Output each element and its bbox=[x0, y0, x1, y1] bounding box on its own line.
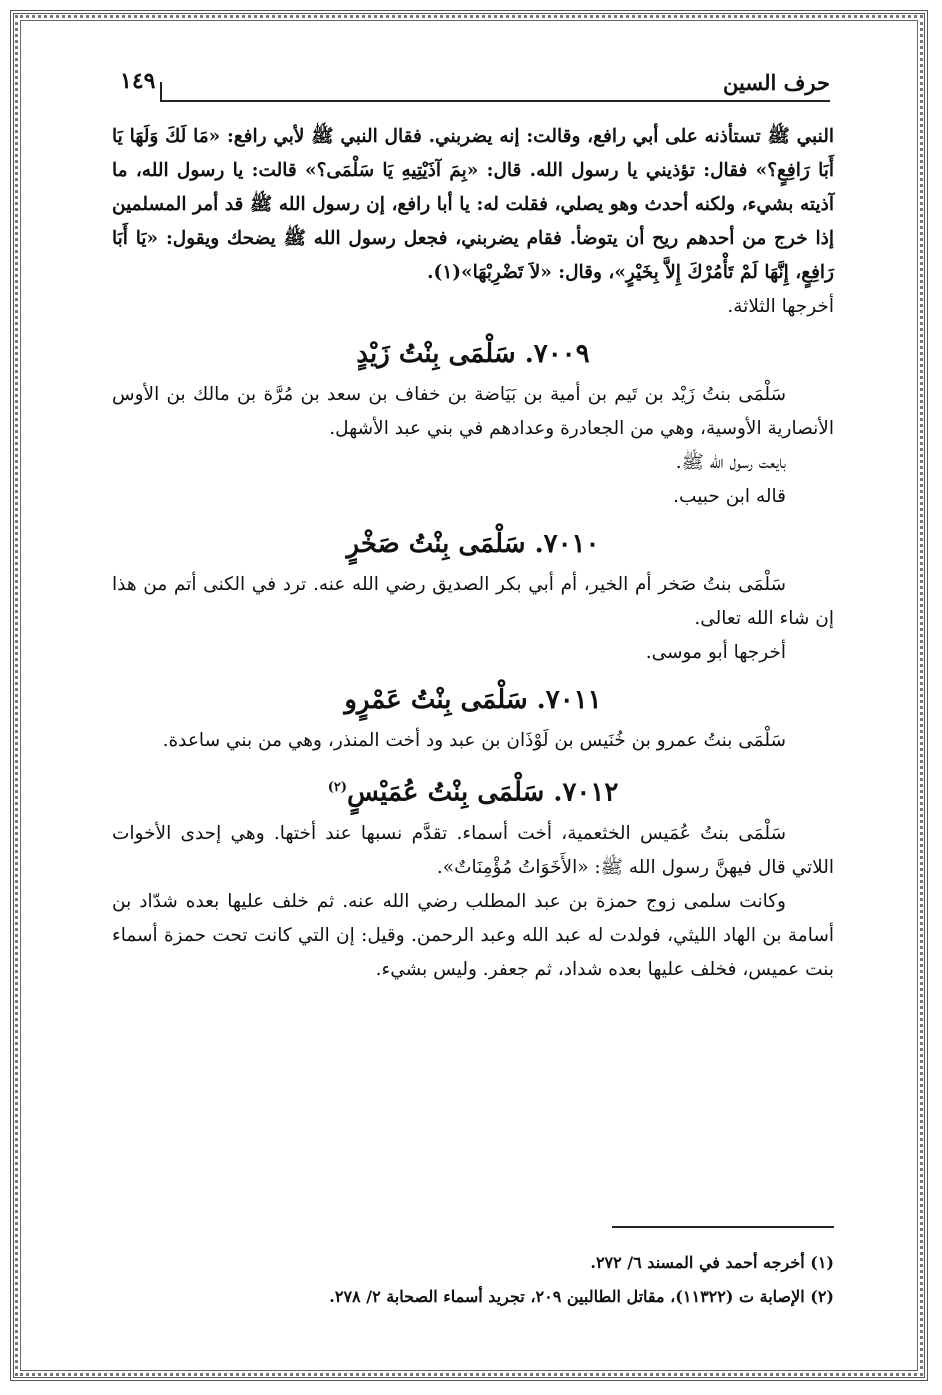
header-rule-tick bbox=[160, 82, 162, 102]
entry-7009 bbox=[112, 334, 834, 514]
main-text bbox=[112, 120, 834, 987]
page-header bbox=[120, 62, 830, 102]
entry-7010 bbox=[112, 524, 834, 670]
footnote-1: (١) أخرجه أحمد في المسند ٦/ ٢٧٢. bbox=[590, 1253, 834, 1272]
page-number: ١٤٩ bbox=[120, 68, 156, 94]
entry-heading bbox=[112, 334, 834, 374]
entry-paragraph: سَلْمَى بنتُ صَخر أم الخير، أم أبي بكر الصديق رضي الله عنه. ترد في الكنى أتم من هذا إن شاء الله تعالى. bbox=[112, 574, 834, 629]
entry-paragraph: سَلْمَى بنتُ زَيْد بن تَيم بن أمية بن بَيَاضة بن خفاف بن سعد بن مُرَّة بن مالك بن الأوس الأنصارية الأوسية، وهي من الجعادرة وعدادهم في بني عبد الأشهل. bbox=[112, 384, 834, 439]
entry-heading-text: ٧٠١٠. سَلْمَى بِنْتُ صَخْرٍ bbox=[346, 529, 600, 559]
entry-7011 bbox=[112, 680, 834, 758]
entry-paragraph: بايعت رسول الله ﷺ. bbox=[675, 452, 786, 473]
entry-paragraph: أخرجها أبو موسى. bbox=[645, 642, 786, 663]
entry-heading bbox=[112, 524, 834, 564]
entry-paragraph: سَلْمَى بنتُ عمرو بن خُنَيس بن لَوْذَان بن عبد ود أخت المنذر، وهي من بني ساعدة. bbox=[162, 730, 786, 751]
entry-heading-text: ٧٠٠٩. سَلْمَى بِنْتُ زَيْدٍ bbox=[356, 339, 590, 369]
entry-7012 bbox=[112, 768, 834, 987]
entry-heading-text: ٧٠١٢. سَلْمَى بِنْتُ عُمَيْسٍ bbox=[346, 777, 619, 808]
entry-paragraph: وكانت سلمى زوج حمزة بن عبد المطلب رضي الله عنه. ثم خلف عليها بعده شدّاد بن أسامة بن الهاد الليثي، فولدت له عبد الله وعبد الرحمن. وقيل: إن التي كانت تحت حمزة أسماء بنت عميس، فخلف عليها بعده شداد، ثم جعفر. وليس بشيء. bbox=[112, 890, 834, 980]
entry-heading-text: ٧٠١١. سَلْمَى بِنْتُ عَمْرٍو bbox=[344, 685, 602, 715]
chapter-title: حرف السين bbox=[723, 70, 830, 95]
footnotes bbox=[112, 1246, 834, 1314]
intro-paragraph: النبي ﷺ تستأذنه على أبي رافع، وقالت: إنه يضربني. فقال النبي ﷺ لأبي رافع: «مَا لَكَ وَلَهَا يَا أَبَا رَافِعٍ؟» فقال: تؤذيني يا رسول الله. قال: «بِمَ آذَيْتِيهِ يَا سَلْمَى؟» قالت: يا رسول الله، ما آذيته بشيء، ولكنه أحدث وهو يصلي، فقلت له: يا أبا رافع، إن رسول الله ﷺ قد أمر المسلمين إذا خرج من أحدهم ريح أن يتوضأ. فقام يضربني، فجعل رسول الله ﷺ يضحك ويقول: «يَا أَبَا رَافِعٍ، إِنَّهَا لَمْ تَأْمُرْكَ إِلاَّ بِخَيْرٍ»، وقال: «لاَ تَضْرِبْهَا»(١). bbox=[112, 126, 834, 283]
intro-source: أخرجها الثلاثة. bbox=[727, 296, 834, 317]
entry-heading bbox=[112, 768, 834, 813]
entry-heading bbox=[112, 680, 834, 720]
footnote-rule bbox=[612, 1226, 834, 1228]
entry-paragraph: قاله ابن حبيب. bbox=[673, 486, 786, 507]
footnote-marker: (٢) bbox=[327, 780, 347, 795]
footnote-2: (٢) الإصابة ت (١١٣٢٢)، مقاتل الطالبين ٢٠٩، تجريد أسماء الصحابة ٢/ ٢٧٨. bbox=[329, 1287, 834, 1306]
entry-paragraph: سَلْمَى بنتُ عُمَيس الخثعمية، أخت أسماء. تقدَّم نسبها عند أختها. وهي إحدى الأخوات اللاتي قال فيهنَّ رسول الله ﷺ: «الأَخَوَاتُ مُؤْمِنَاتٌ». bbox=[112, 822, 834, 878]
header-rule bbox=[160, 100, 830, 102]
